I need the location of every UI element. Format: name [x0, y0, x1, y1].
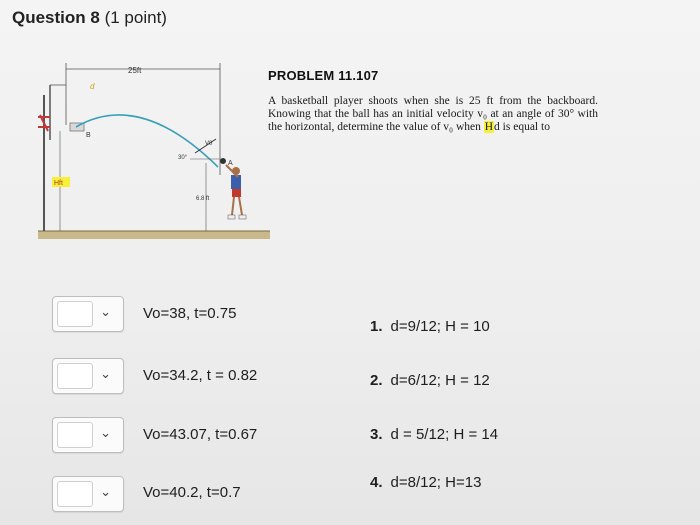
answer-dropdown-2[interactable] — [52, 358, 124, 394]
problem-text: A basketball player shoots when she is 25 ft from the backboard. Knowing that the ball has an initial velocity v₀ at an angle of 30° with the horizontal, determine the value of v₀ when Hd is equal to — [268, 95, 598, 133]
question-points: (1 point) — [104, 8, 167, 27]
question-number: Question 8 — [12, 8, 100, 27]
basketball-diagram — [30, 55, 270, 250]
label-a: A — [228, 160, 233, 167]
floor — [38, 231, 270, 239]
answer-dropdown-4[interactable] — [52, 476, 124, 512]
problem-figure — [30, 55, 270, 250]
left-answer-1: Vo=38, t=0.75 — [143, 305, 237, 322]
right-answer-4: 4. d=8/12; H=13 — [370, 474, 482, 491]
answer-dropdown-3[interactable] — [52, 417, 124, 453]
ball — [220, 158, 226, 164]
left-answer-2: Vo=34.2, t = 0.82 — [143, 367, 258, 384]
right-answer-1: 1. d=9/12; H = 10 — [370, 318, 490, 335]
label-b: B — [86, 132, 91, 139]
chevron-down-icon: ⌄ — [100, 367, 111, 382]
label-h: Hft — [54, 180, 63, 187]
label-angle: 30° — [178, 155, 188, 161]
label-d: d — [90, 82, 95, 91]
chevron-down-icon: ⌄ — [100, 305, 111, 320]
left-answer-4: Vo=40.2, t=0.7 — [143, 484, 241, 501]
problem-title: PROBLEM 11.107 — [268, 68, 379, 83]
problem-statement — [268, 68, 598, 134]
label-25ft: 25ft — [128, 66, 142, 75]
player-figure — [226, 165, 246, 219]
right-answer-3: 3. d = 5/12; H = 14 — [370, 426, 499, 443]
highlight-h-text: H — [484, 121, 494, 133]
answer-dropdown-1[interactable] — [52, 296, 124, 332]
right-answer-2: 2. d=6/12; H = 12 — [370, 372, 490, 389]
svg-text:V0: V0 — [205, 141, 213, 147]
question-title — [12, 8, 167, 28]
chevron-down-icon: ⌄ — [100, 426, 111, 441]
label-6-8ft: 6.8 ft — [196, 196, 210, 202]
chevron-down-icon: ⌄ — [100, 485, 111, 500]
left-answer-3: Vo=43.07, t=0.67 — [143, 426, 258, 443]
